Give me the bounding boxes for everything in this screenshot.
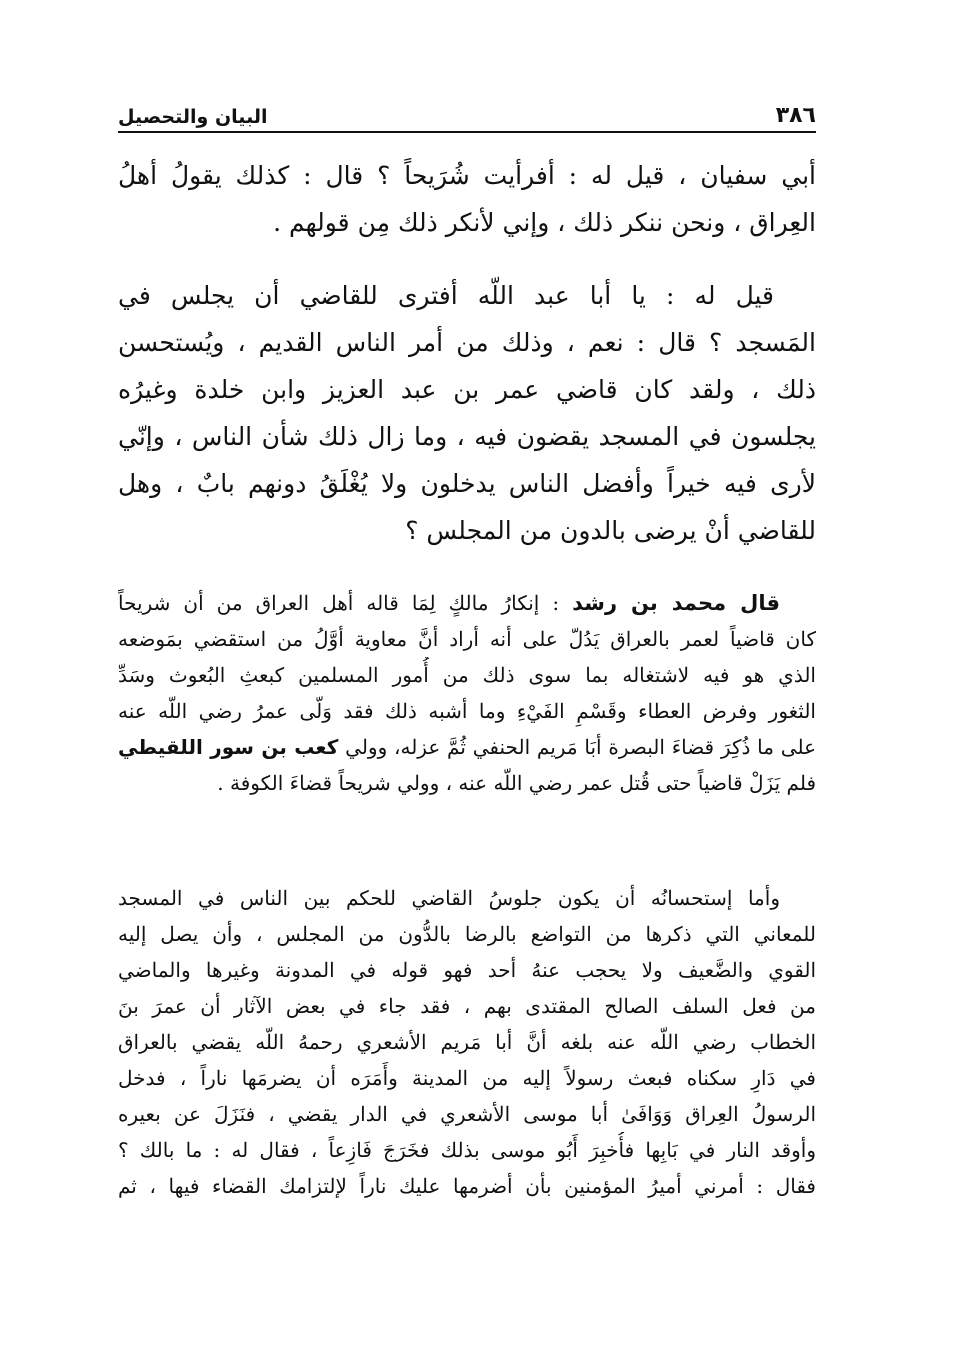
- text-segment: على ما ذُكِرَ قضاءَ البصرة أبَا مَريم الحنفي ثُمَّ عزله، وولي: [338, 735, 816, 759]
- text-line: وأوقد النار في بَابِها فأُخبِرَ أَبُو موسى بذلك فخَرَجَ فَازِعاً ، فقال له : ما بالك ؟: [118, 1138, 816, 1162]
- text-line: الخطاب رضي اللّه عنه بلغه أنَّ أبا مَريم الأشعري رحمهُ اللّه يقضي بالعراق: [118, 1030, 816, 1054]
- text-line: فقال : أمرني أميرُ المؤمنين بأن أضرمها عليك ناراً لإلتزامك القضاء فيها ، ثم: [118, 1174, 816, 1198]
- text-line: القوي والضَّعيف ولا يحجب عنهُ أحد فهو قوله في المدونة وغيرها والماضي: [118, 958, 816, 982]
- running-title: البيان والتحصيل: [118, 106, 268, 128]
- page-number: ٣٨٦: [775, 103, 816, 128]
- text-line: من فعل السلف الصالح المقتدى بهم ، فقد جاء في بعض الآثار أن عمرَ بنَ: [118, 994, 816, 1018]
- paragraph-2: [118, 272, 816, 554]
- page-header: [118, 88, 816, 128]
- text-line: الثغور وفرض العطاء وقَسْمِ الفَيْءِ وما أشبه ذلك فقد وَلّى عمرُ رضي اللّه عنه: [118, 699, 816, 723]
- text-line: المَسجد ؟ قال : نعم ، وذلك من أمر الناس القديم ، ويُستحسن: [118, 328, 816, 357]
- paragraph-3: [118, 585, 816, 801]
- text-line: [118, 729, 816, 765]
- speaker-name: قال محمد بن رشد: [572, 591, 780, 615]
- text-line: كان قاضياً لعمر بالعراق يَدُلّ على أنه أراد أنَّ معاوية أوَّلُ من استقضي بمَوضعه: [118, 627, 816, 651]
- text-line: للقاضي أنْ يرضى بالدون من المجلس ؟: [405, 516, 816, 545]
- name-bold: كعب بن سور اللقيطي: [118, 735, 339, 759]
- text-line: لأرى فيه خيراً وأفضل الناس يدخلون ولا يُغْلَقُ دونهم بابٌ ، وهل: [118, 469, 816, 498]
- paragraph-4: [118, 880, 816, 1204]
- text-line: للمعاني التي ذكرها من التواضع بالرضا بالدُّون من المجلس ، وأن يصل إليه: [118, 922, 816, 946]
- header-divider: [118, 131, 816, 133]
- text-line: يجلسون في المسجد يقضون فيه ، وما زال ذلك شأن الناس ، وإنّي: [118, 422, 816, 451]
- text-line: فلم يَزَلْ قاضياً حتى قُتل عمر رضي اللّه عنه ، وولي شريحاً قضاءَ الكوفة .: [217, 771, 816, 795]
- text-line: أبي سفيان ، قيل له : أفرأيت شُرَيحاً ؟ قال : كذلك يقولُ أهلُ: [118, 161, 816, 190]
- paragraph-1: [118, 152, 816, 246]
- text-line: ذلك ، ولقد كان قاضي عمر بن عبد العزيز وابن خلدة وغيرُه: [118, 375, 816, 404]
- text-line: وأما إستحسانُه أن يكون جلوسُ القاضي للحكم بين الناس في المسجد: [118, 886, 780, 910]
- text-line: العِراق ، ونحن ننكر ذلك ، وإني لأنكر ذلك مِن قولهم .: [273, 208, 816, 237]
- text-segment: : إنكارُ مالكٍ لِمَا قاله أهل العراق من أن شريحاً: [118, 591, 573, 615]
- text-line: الرسولُ العِراق وَوَافَىٰ أبا موسى الأشعري في الدار يقضي ، فنَزَلَ عن بعيره: [118, 1102, 816, 1126]
- text-line: [118, 585, 816, 621]
- text-line: الذي هو فيه لاشتغاله بما سوى ذلك من أُمور المسلمين كبعثِ البُعوث وسَدِّ: [118, 663, 816, 687]
- text-line: قيل له : يا أبا عبد اللّه أفترى للقاضي أن يجلس في: [118, 281, 774, 310]
- text-line: في دَارِ سكناه فبعث رسولاً إليه من المدينة وأَمَرَه أن يضرمَها ناراً ، فدخل: [118, 1066, 816, 1090]
